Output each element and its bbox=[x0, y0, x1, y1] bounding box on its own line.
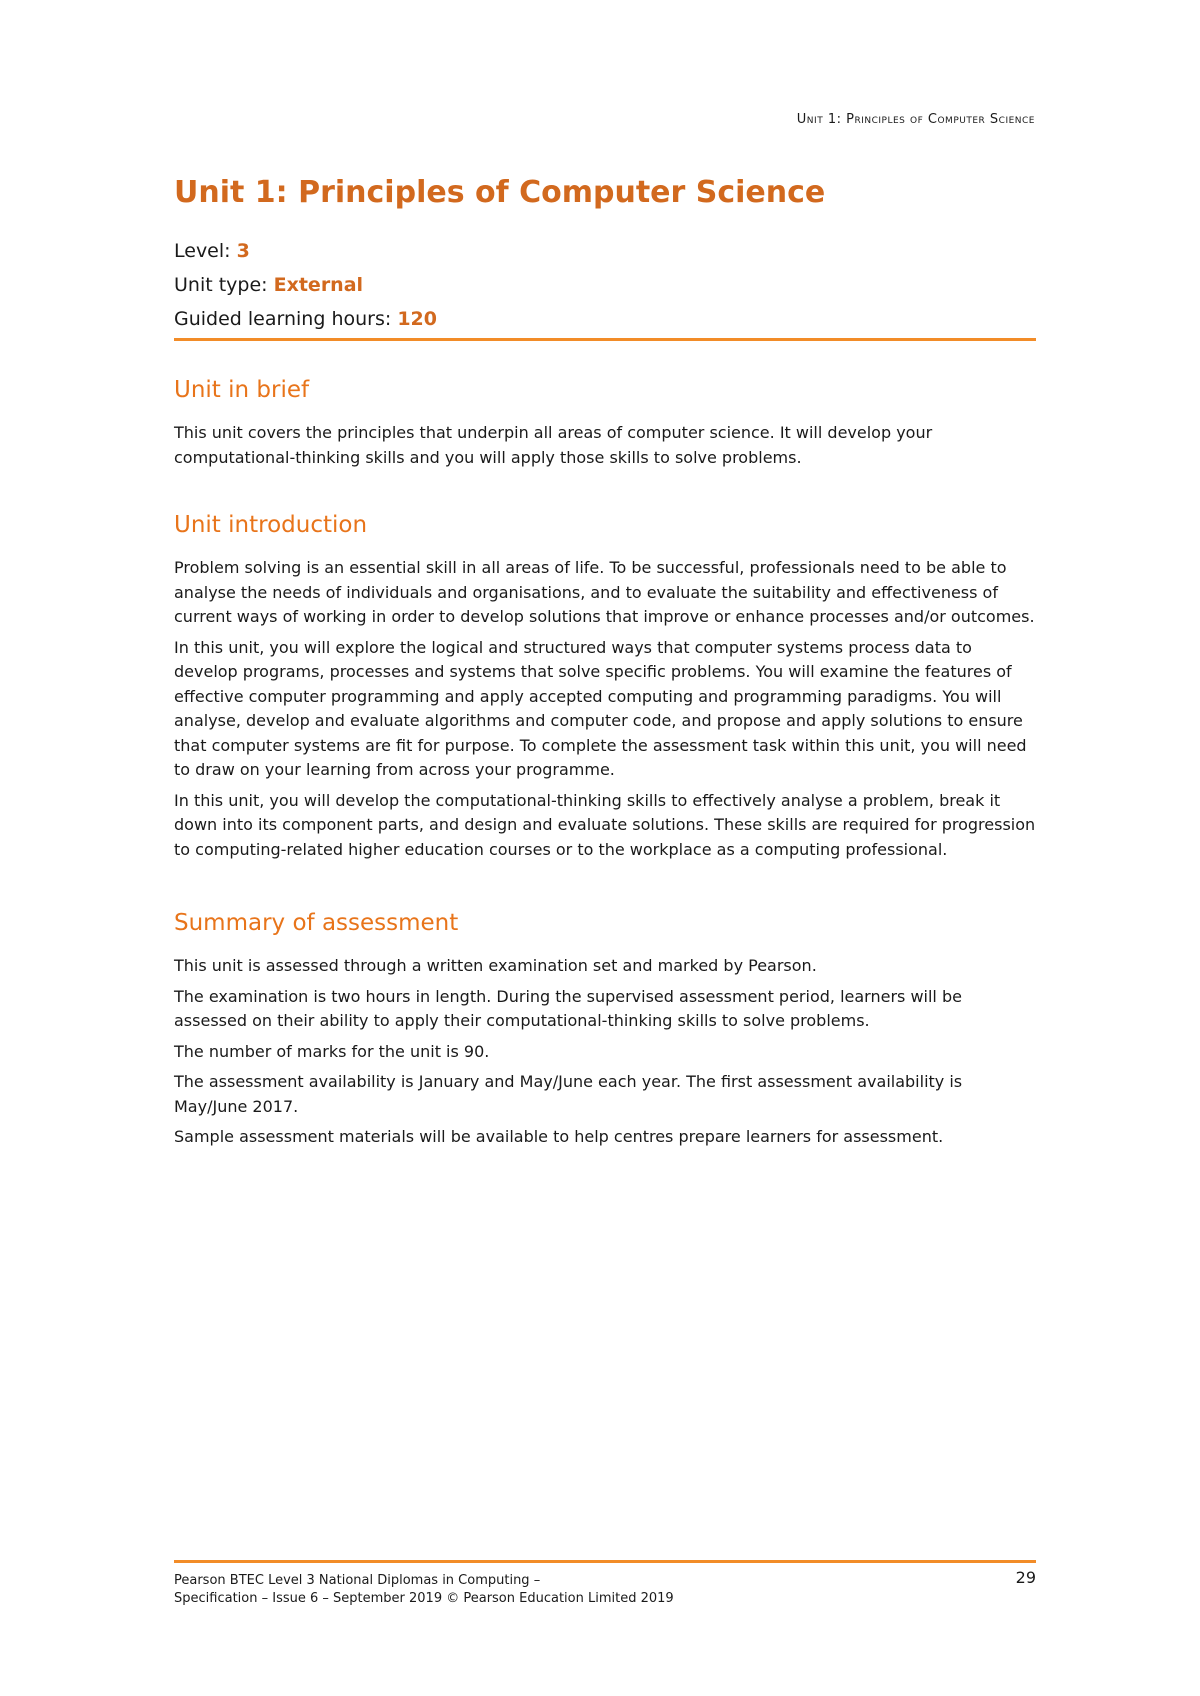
glh-value: 120 bbox=[397, 308, 437, 330]
glh-label: Guided learning hours: bbox=[174, 308, 398, 330]
summary-paragraph: The examination is two hours in length. During the supervised assessment period, learners will be assessed on their ability to apply their computational-thinking skills to solve problems. bbox=[174, 986, 962, 1030]
page-title: Unit 1: Principles of Computer Science bbox=[174, 175, 826, 210]
footer-divider bbox=[174, 1560, 1036, 1563]
glh-row bbox=[174, 302, 1036, 336]
level-row bbox=[174, 234, 1036, 268]
footer-text bbox=[174, 1572, 674, 1608]
unit-type-label: Unit type: bbox=[174, 274, 274, 296]
intro-paragraph: In this unit, you will explore the logical and structured ways that computer systems process data to develop programs, processes and systems that solve specific problems. You will examine the features of effective computer programming and apply accepted computing and programming paradigms. You will analyse, develop and evaluate algorithms and computer code, and propose and apply solutions to ensure that computer systems are fit for purpose. To complete the assessment task within this unit, you will need to draw on your learning from across your programme. bbox=[174, 637, 1027, 779]
brief-paragraph: This unit covers the principles that underpin all areas of computer science. It will develop your computational-thinking skills and you will apply those skills to solve problems. bbox=[174, 423, 933, 467]
page-number: 29 bbox=[1015, 1568, 1036, 1587]
header-divider bbox=[174, 338, 1036, 341]
summary-paragraph: The number of marks for the unit is 90. bbox=[174, 1041, 490, 1061]
section-heading-introduction: Unit introduction bbox=[174, 512, 368, 538]
footer-line-1: Pearson BTEC Level 3 National Diplomas in Computing – bbox=[174, 1573, 541, 1588]
summary-paragraph: The assessment availability is January and May/June each year. The first assessment availability is May/June 2017. bbox=[174, 1072, 963, 1116]
unit-meta bbox=[174, 234, 1036, 336]
level-label: Level: bbox=[174, 240, 237, 262]
section-heading-summary: Summary of assessment bbox=[174, 910, 459, 936]
summary-paragraph: Sample assessment materials will be available to help centres prepare learners for assessment. bbox=[174, 1127, 944, 1146]
section-heading-brief: Unit in brief bbox=[174, 377, 310, 403]
summary-paragraph: This unit is assessed through a written examination set and marked by Pearson. bbox=[174, 956, 817, 975]
intro-paragraph: Problem solving is an essential skill in all areas of life. To be successful, professionals need to be able to analyse the needs of individuals and organisations, and to evaluate the suitability and effectiveness of current ways of working in order to develop solutions that improve or enhance processes and/or outcomes. bbox=[174, 558, 1035, 626]
footer-line-2: Specification – Issue 6 – September 2019 © Pearson Education Limited 2019 bbox=[174, 1591, 674, 1606]
page-content bbox=[174, 172, 1036, 1150]
unit-type-row bbox=[174, 268, 1036, 302]
unit-type-value: External bbox=[273, 274, 364, 296]
intro-paragraph: In this unit, you will develop the computational-thinking skills to effectively analyse a problem, break it down into its component parts, and design and evaluate solutions. These skills are required for progression to computing-related higher education courses or to the workplace as a computing professional. bbox=[174, 790, 1036, 859]
running-header: Unit 1: Principles of Computer Science bbox=[796, 112, 1035, 127]
level-value: 3 bbox=[236, 240, 250, 262]
